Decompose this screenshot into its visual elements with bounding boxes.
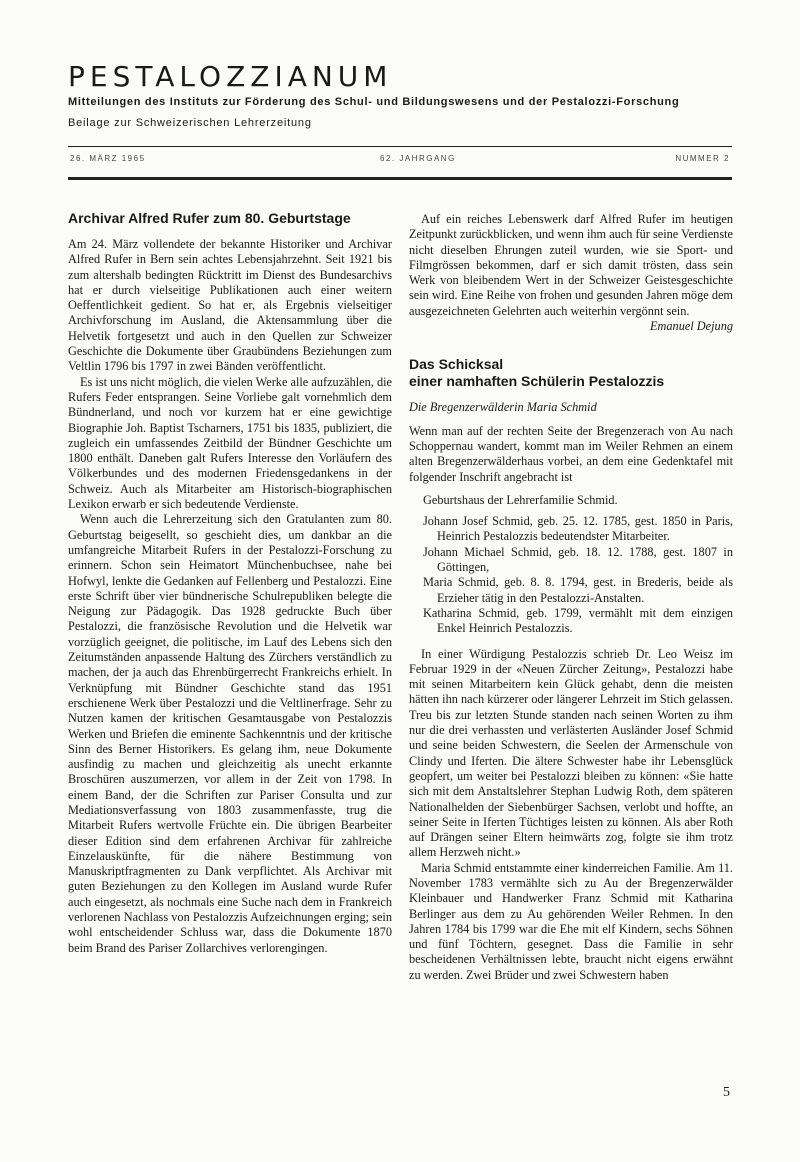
- article2-title-line2: einer namhaften Schülerin Pestalozzis: [409, 373, 665, 390]
- article2-paragraph: Maria Schmid entstammte einer kinderreichen Familie. Am 11. November 1783 vermählte sich zu Au der Bregenzerwälder Kleinbauer und Handwerker Franz Schmid mit Katharina Berlinger aus dem zu Au gehörenden Weiler Rehmen. In den Jahren 1784 bis 1799 war die Ehe mit elf Kindern, sechs Söhnen und fünf Töchtern, gesegnet. Dass die Familie in sehr bescheidenen Verhältnissen lebte, braucht nicht eigens erwähnt zu werden. Zwei Brüder und zwei Schwestern haben: [409, 860, 733, 982]
- issue-date: 26. MÄRZ 1965: [70, 154, 146, 163]
- article2-subtitle: Die Bregenzerwälderin Maria Schmid: [409, 400, 597, 415]
- right-column: [409, 212, 733, 983]
- article2-intro: Wenn man auf der rechten Seite der Bregenzerach von Au nach Schoppernau wandert, kommt man im Weiler Rehmen an einem alten Bregenzerwälderhaus vorbei, an dem eine Gedenktafel mit folgender Inschrift angebracht ist: [409, 423, 733, 484]
- inscription-block: [409, 493, 733, 637]
- inscription-line: Geburtshaus der Lehrerfamilie Schmid.: [423, 492, 618, 507]
- journal-subtitle: Mitteilungen des Instituts zur Förderung des Schul- und Bildungswesens und der Pestalozzi-Forschung: [68, 96, 680, 108]
- issue-number: NUMMER 2: [675, 154, 730, 163]
- article2: [409, 356, 733, 983]
- article2-title: [409, 356, 733, 390]
- article1-paragraph: Auf ein reiches Lebenswerk darf Alfred Rufer im heutigen Zeitpunkt zurückblicken, und wenn ihm auch für seine Verdienste nicht dieselben Ehrungen zuteil wurden, wie sie Sport- und Filmgrössen bekommen, darf er sich damit trösten, dass sein Werk von bleibendem Wert in der Schweizer Geistesgeschichte sein wird. Eine Reihe von frohen und gesunden Jahren möge dem ausgezeichneten Gelehrten auch weiterhin vergönnt sein.: [409, 212, 733, 318]
- left-column: [68, 210, 392, 956]
- article1-paragraph: Es ist uns nicht möglich, die vielen Werke alle aufzuzählen, die Rufers Feder entsprangen. Seine Vorliebe galt vornehmlich dem Bündnerland, und noch vor kurzem hat er eine gewichtige Biographie Joh. Baptist Tscharners, 1751 bis 1835, publiziert, die zugleich ein umfassendes Zeitbild der Bündner Geschichte um 1800 enthält. Daneben galt Rufers Interesse den Vorläufern des Völkerbundes und des modernen Friedensgedankens in der Schweiz. Auch als Mitarbeiter am Historisch-biographischen Lexikon erwarb er sich bedeutende Verdienste.: [68, 374, 392, 512]
- article1-paragraph: Am 24. März vollendete der bekannte Historiker und Archivar Alfred Rufer in Bern sein achtes Lebensjahrzehnt. Seit 1921 bis zum altershalb bedingten Rücktritt im Dienst des Bundesarchivs hat er durch vielseitige Publikationen auch einer weitern Oeffentlichkeit gedient. So hat er, als Ergebnis vielseitiger Archivforschung im Ausland, die Aktensammlung über die Helvetik fortgesetzt und auch in den Quellen zur Schweizer Geschichte die Dokumente über Graubündens Beziehungen zum Veltlin 1796 bis 1797 in zwei Bänden veröffentlicht.: [68, 237, 392, 374]
- article2-paragraph: In einer Würdigung Pestalozzis schrieb Dr. Leo Weisz im Februar 1929 in der «Neuen Zürcher Zeitung», Pestalozzi habe mit seinen Mitarbeitern kein Glück gehabt, denn die meisten hätten ihn nach kürzerer oder längerer Lehrzeit im Stich gelassen. Treu bis zur letzten Stunde standen nach seinen Worten zu ihm nur die drei verhassten und verlästerten Ausländer Josef Schmid und seine beiden Schwestern, die Seelen der Armenschule von Clindy und Iferten. Die ältere Schwester habe ihr Lebensglück geopfert, um weiter bei Pestalozzi bleiben zu können: «Sie hatte sich mit dem Anstaltslehrer Stephan Ludwig Roth, dem späteren Nationalhelden der Siebenbürger Sachsen, verlobt und hoffte, an seiner Seite in Iferten Tüchtiges leisten zu können. Als aber Roth auf Drängen seiner Eltern heimwärts zog, folgte sie ihm trotz allem Herzweh nicht.»: [409, 646, 733, 860]
- article1-paragraph: Wenn auch die Lehrerzeitung sich den Gratulanten zum 80. Geburtstag beigesellt, so geschieht dies, um dankbar an die umfangreiche Mitarbeit Rufers in der Pestalozzi-Forschung zu erinnern. Schon sein Heimatort Münchenbuchsee, nahe bei Hofwyl, lenkte die Gedanken auf Fellenberg und Pestalozzi. Eine erste Schrift über vier bündnerische Schulrepubliken belegte die Neigung zur Pädagogik. Das 1928 gedruckte Buch über Pestalozzi, die französische Revolution und die Helvetik war vorzüglich geeignet, die politische, im Lauf des Lebens sich den Zeitumständen anpassende Haltung des Zürchers verständlich zu machen, der ja auch das Ehrenbürgerrecht Frankreichs erhielt. In Verknüpfung mit Bündner Geschichte stand das 1951 erschienene Werk über Pestalozzi und die Veltlinerfrage. Sehr zu Nutzen kamen der kritischen Gesamtausgabe von Pestalozzis Werken und Briefen die eminente Sachkenntnis und der kritische Sinn des Berner Historikers. Es gelang ihm, neue Dokumente ausfindig zu machen und gleichzeitig als unecht erkannte Broschüren auszumerzen, vor allem in der Zeit von 1798. In einem Band, der die Schriften zur Pariser Consulta und zur Mediationsverfassung von 1803 zusammenfasste, trug die Mitarbeit Rufers wertvolle Früchte ein. Die übrigen Bearbeiter dieser Edition sind dem erfahrenen Archivar für zahlreiche Einzelauskünfte, für die nähere Bestimmung von Manuskriptfragmenten zu Dank verpflichtet. Als Archivar mit guten Beziehungen zu den Kollegen im Ausland wurde Rufer auch eingesetzt, als nochmals eine Suche nach dem in Frankreich verlorenen Nachlass von Pestalozzis Aufzeichnungen erging; sein wohl entscheidender Schluss war, dass die Dokumente 1870 beim Brand des Pariser Zollarchives verlorengingen.: [68, 512, 392, 955]
- article2-title-line1: Das Schicksal: [409, 356, 504, 373]
- inscription-line: Johann Josef Schmid, geb. 25. 12. 1785, gest. 1850 in Paris, Heinrich Pestalozzis bedeutendster Mitarbeiter.: [423, 514, 733, 544]
- issue-bar: [68, 146, 732, 180]
- issue-volume: 62. JAHRGANG: [380, 154, 456, 163]
- journal-supplement: Beilage zur Schweizerischen Lehrerzeitung: [68, 117, 312, 129]
- article1-author: Emanuel Dejung: [650, 319, 733, 334]
- inscription-line: Katharina Schmid, geb. 1799, vermählt mit dem einzigen Enkel Heinrich Pestalozzis.: [423, 605, 733, 636]
- inscription-line: Maria Schmid, geb. 8. 8. 1794, gest. in Brederis, beide als Erzieher tätig in den Pestalozzi-Anstalten.: [423, 575, 733, 605]
- page-number: 5: [723, 1085, 730, 1100]
- inscription-line: Johann Michael Schmid, geb. 18. 12. 1788, gest. 1807 in Göttingen,: [423, 544, 733, 575]
- journal-title: PESTALOZZIANUM: [68, 60, 393, 93]
- article1-title: Archivar Alfred Rufer zum 80. Geburtstage: [68, 210, 351, 226]
